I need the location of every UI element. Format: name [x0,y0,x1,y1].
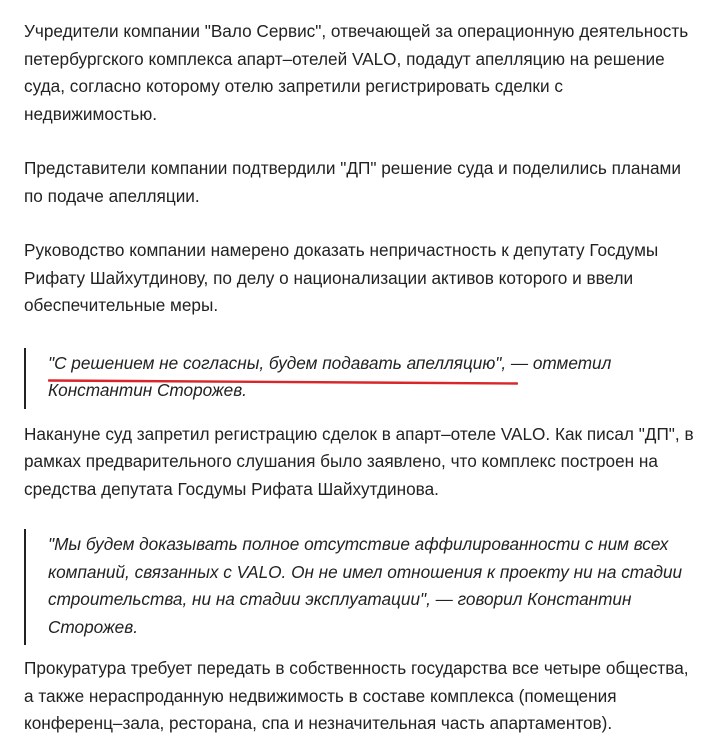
article-body [24,18,700,738]
article-paragraph: Прокуратура требует передать в собственность государства все четыре общества, а также нераспроданную недвижимость в составе комплекса (помещения конференц–зала, ресторана, спа и незначительная часть апартаментов). [24,658,689,733]
quote-text: "С решением не согласны, будем подавать апелляцию", — отметил Константин Сторожев. [48,352,612,400]
blockquote [24,529,700,645]
article-paragraph: Руководство компании намерено доказать непричастность к депутату Госдумы Рифату Шайхутдинову, по делу о национализации активов которого и ввели обеспечительные меры. [24,240,659,315]
article-paragraph: Представители компании подтвердили "ДП" решение суда и поделились планами по подаче апелляции. [24,158,681,206]
quote-text: "Мы будем доказывать полное отсутствие аффилированности с ним всех компаний, связанных с VALO. Он не имел отношения к проекту ни на стадии строительства, ни на стадии эксплуатации", — говорил Константин Сторожев. [48,534,683,637]
article-paragraph: Накануне суд запретил регистрацию сделок в апарт–отеле VALO. Как писал "ДП", в рамках предварительного слушания было заявлено, что комплекс построен на средства депутата Госдумы Рифата Шайхутдинова. [24,423,694,499]
blockquote [24,348,700,409]
article-paragraph: Учредители компании "Вало Сервис", отвечающей за операционную деятельность петербургского комплекса апарт–отелей VALO, подадут апелляцию на решение суда, согласно которому отелю запретили регистрировать сделки с недвижимостью. [24,21,689,124]
